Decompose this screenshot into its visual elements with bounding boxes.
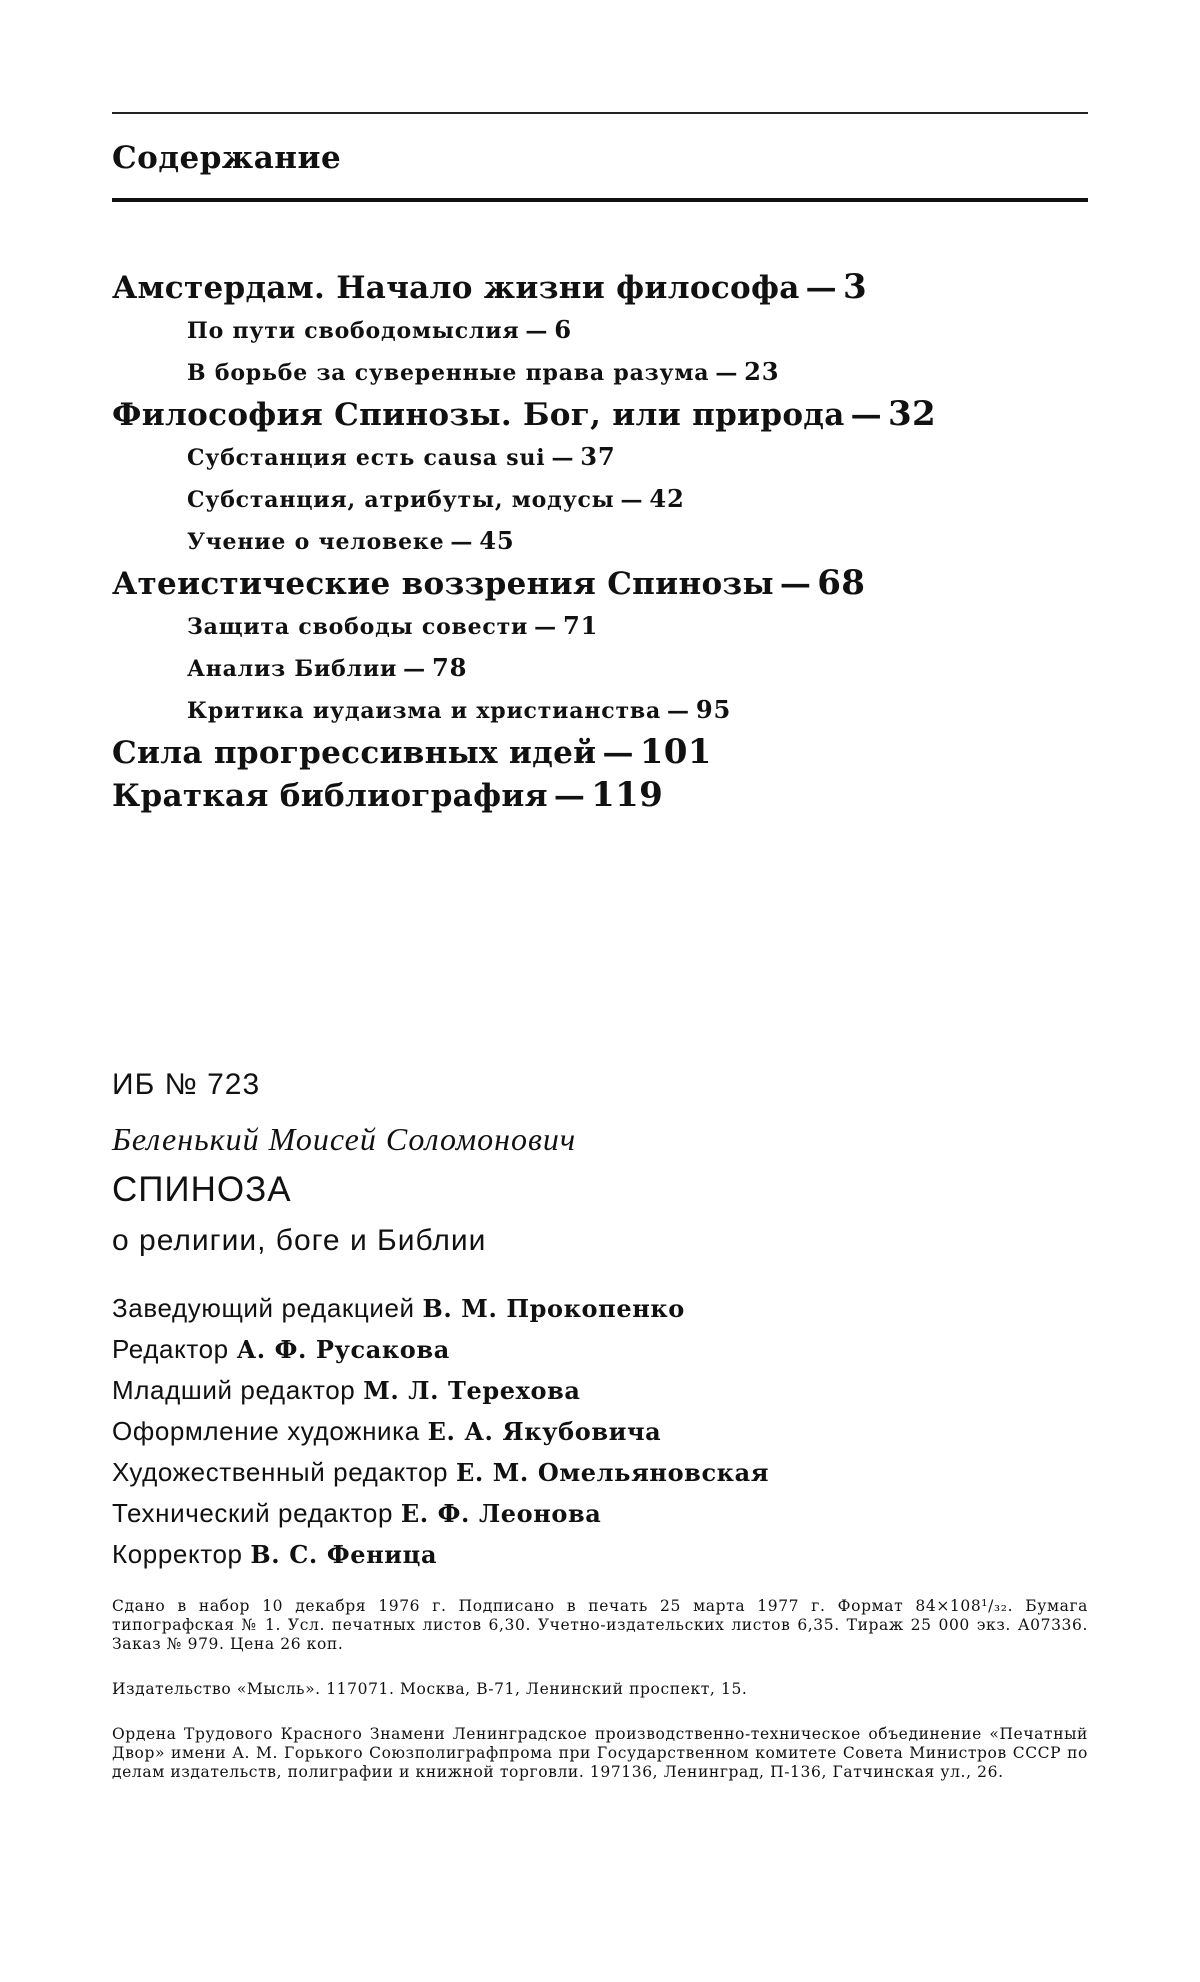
toc-page-number: 32: [887, 394, 936, 434]
toc-entry-title: Анализ Библии: [187, 656, 398, 682]
toc-entry-free-thought[interactable]: [112, 309, 1092, 351]
toc-dash: —: [667, 698, 690, 724]
credit-line: [112, 1329, 1092, 1370]
imprint-block: [112, 1058, 1092, 1782]
toc-entry-title: Критика иудаизма и христианства: [187, 698, 662, 724]
credit-name: Е. Ф. Леонова: [400, 1499, 602, 1528]
toc-entry-title: Философия Спинозы. Бог, или природа: [112, 397, 845, 433]
toc-entry-critique[interactable]: [112, 689, 1092, 731]
toc-entry-title: В борьбе за суверенные права разума: [187, 360, 710, 386]
toc-page-number: 119: [591, 775, 664, 815]
toc-entry-title: Учение о человеке: [187, 529, 445, 555]
toc-dash: —: [779, 566, 812, 602]
toc-entry-title: Атеистические воззрения Спинозы: [112, 566, 774, 602]
credit-role: Заведующий редакцией: [112, 1293, 415, 1323]
toc-dash: —: [534, 614, 557, 640]
ib-number: ИБ № 723: [112, 1068, 261, 1101]
toc-entry-title: Сила прогрессивных идей: [112, 735, 597, 771]
toc-entry-title: По пути свободомыслия: [187, 318, 520, 344]
credits-list: [112, 1288, 1092, 1575]
toc-entry-progressive-ideas[interactable]: [112, 731, 1092, 774]
toc-entry-amsterdam[interactable]: [112, 266, 1092, 309]
toc-page-number: 45: [479, 526, 515, 555]
toc-entry-philosophy[interactable]: [112, 393, 1092, 436]
credit-name: Е. А. Якубовича: [427, 1417, 662, 1446]
top-rule: [112, 112, 1088, 114]
toc-entry-bibliography[interactable]: [112, 774, 1092, 817]
credit-line: [112, 1288, 1092, 1329]
toc-entry-title: Защита свободы совести: [187, 614, 529, 640]
credit-line: [112, 1493, 1092, 1534]
credit-role: Младший редактор: [112, 1375, 356, 1405]
author-name: Беленький Моисей Соломонович: [112, 1121, 577, 1157]
heading-rule: [112, 198, 1088, 202]
printer-info: Ордена Трудового Красного Знамени Ленинградское производственно-техническое объединение «Печатный Двор» имени А. М. Горького Союзполиграфпрома при Государственном комитете Совета Министров СССР по делам издательств, полиграфии и книжной торговли. 197136, Ленинград, П-136, Гатчинская ул., 26.: [112, 1725, 1088, 1781]
credit-name: А. Ф. Русакова: [236, 1335, 450, 1364]
toc-page-number: 78: [431, 653, 468, 682]
toc-dash: —: [450, 529, 474, 555]
toc-entry-causa-sui[interactable]: [112, 436, 1092, 478]
credit-name: В. М. Прокопенко: [422, 1294, 685, 1323]
toc-page-number: 42: [649, 484, 685, 513]
credit-name: М. Л. Терехова: [363, 1376, 581, 1405]
toc-dash: —: [715, 360, 739, 386]
credit-role: Оформление художника: [112, 1416, 420, 1446]
toc-entry-reason-rights[interactable]: [112, 351, 1092, 393]
toc-page-number: 3: [842, 267, 867, 307]
book-subtitle: о религии, боге и Библии: [112, 1224, 487, 1257]
toc-page-number: 68: [817, 563, 866, 603]
credit-line: [112, 1452, 1092, 1493]
credit-role: Художественный редактор: [112, 1457, 449, 1487]
toc-dash: —: [805, 270, 837, 306]
toc-entry-bible-analysis[interactable]: [112, 647, 1092, 689]
toc-page-number: 23: [744, 357, 780, 386]
toc-entry-title: Субстанция есть causa sui: [187, 445, 546, 471]
toc-page-number: 37: [580, 442, 616, 471]
toc-dash: —: [850, 397, 882, 433]
toc-entry-attributes[interactable]: [112, 478, 1092, 520]
toc-page-number: 95: [695, 695, 732, 724]
print-info: Сдано в набор 10 декабря 1976 г. Подписано в печать 25 марта 1977 г. Формат 84×108¹/₃₂. Бумага типографская № 1. Усл. печатных листов 6,30. Учетно-издательских листов 6,35. Тираж 25 000 экз. А07336. Заказ № 979. Цена 26 коп.: [112, 1597, 1088, 1653]
credit-role: Технический редактор: [112, 1498, 394, 1528]
toc-page-number: 101: [639, 732, 712, 772]
toc-dash: —: [553, 778, 586, 814]
credit-role: Корректор: [112, 1539, 243, 1569]
toc-entry-title: Субстанция, атрибуты, модусы: [187, 487, 615, 513]
book-title: СПИНОЗА: [112, 1170, 292, 1209]
toc-entry-conscience[interactable]: [112, 605, 1092, 647]
publisher-address: Издательство «Мысль». 117071. Москва, В-71, Ленинский проспект, 15.: [112, 1680, 748, 1698]
credit-name: Е. М. Омельяновская: [455, 1458, 770, 1487]
toc-dash: —: [620, 487, 644, 513]
credit-line: [112, 1411, 1092, 1452]
toc-dash: —: [403, 656, 426, 682]
toc-dash: —: [602, 735, 634, 771]
toc-page-number: 6: [554, 315, 572, 344]
contents-heading: Содержание: [112, 140, 342, 176]
toc-dash: —: [551, 445, 575, 471]
toc-dash: —: [525, 318, 549, 344]
credit-name: В. С. Феница: [250, 1540, 438, 1569]
table-of-contents: [112, 266, 1092, 817]
toc-entry-human[interactable]: [112, 520, 1092, 562]
credit-role: Редактор: [112, 1334, 229, 1364]
credit-line: [112, 1534, 1092, 1575]
toc-entry-title: Амстердам. Начало жизни философа: [112, 270, 800, 306]
credit-line: [112, 1370, 1092, 1411]
toc-entry-atheism[interactable]: [112, 562, 1092, 605]
toc-entry-title: Краткая библиография: [112, 778, 548, 814]
toc-page-number: 71: [562, 611, 599, 640]
